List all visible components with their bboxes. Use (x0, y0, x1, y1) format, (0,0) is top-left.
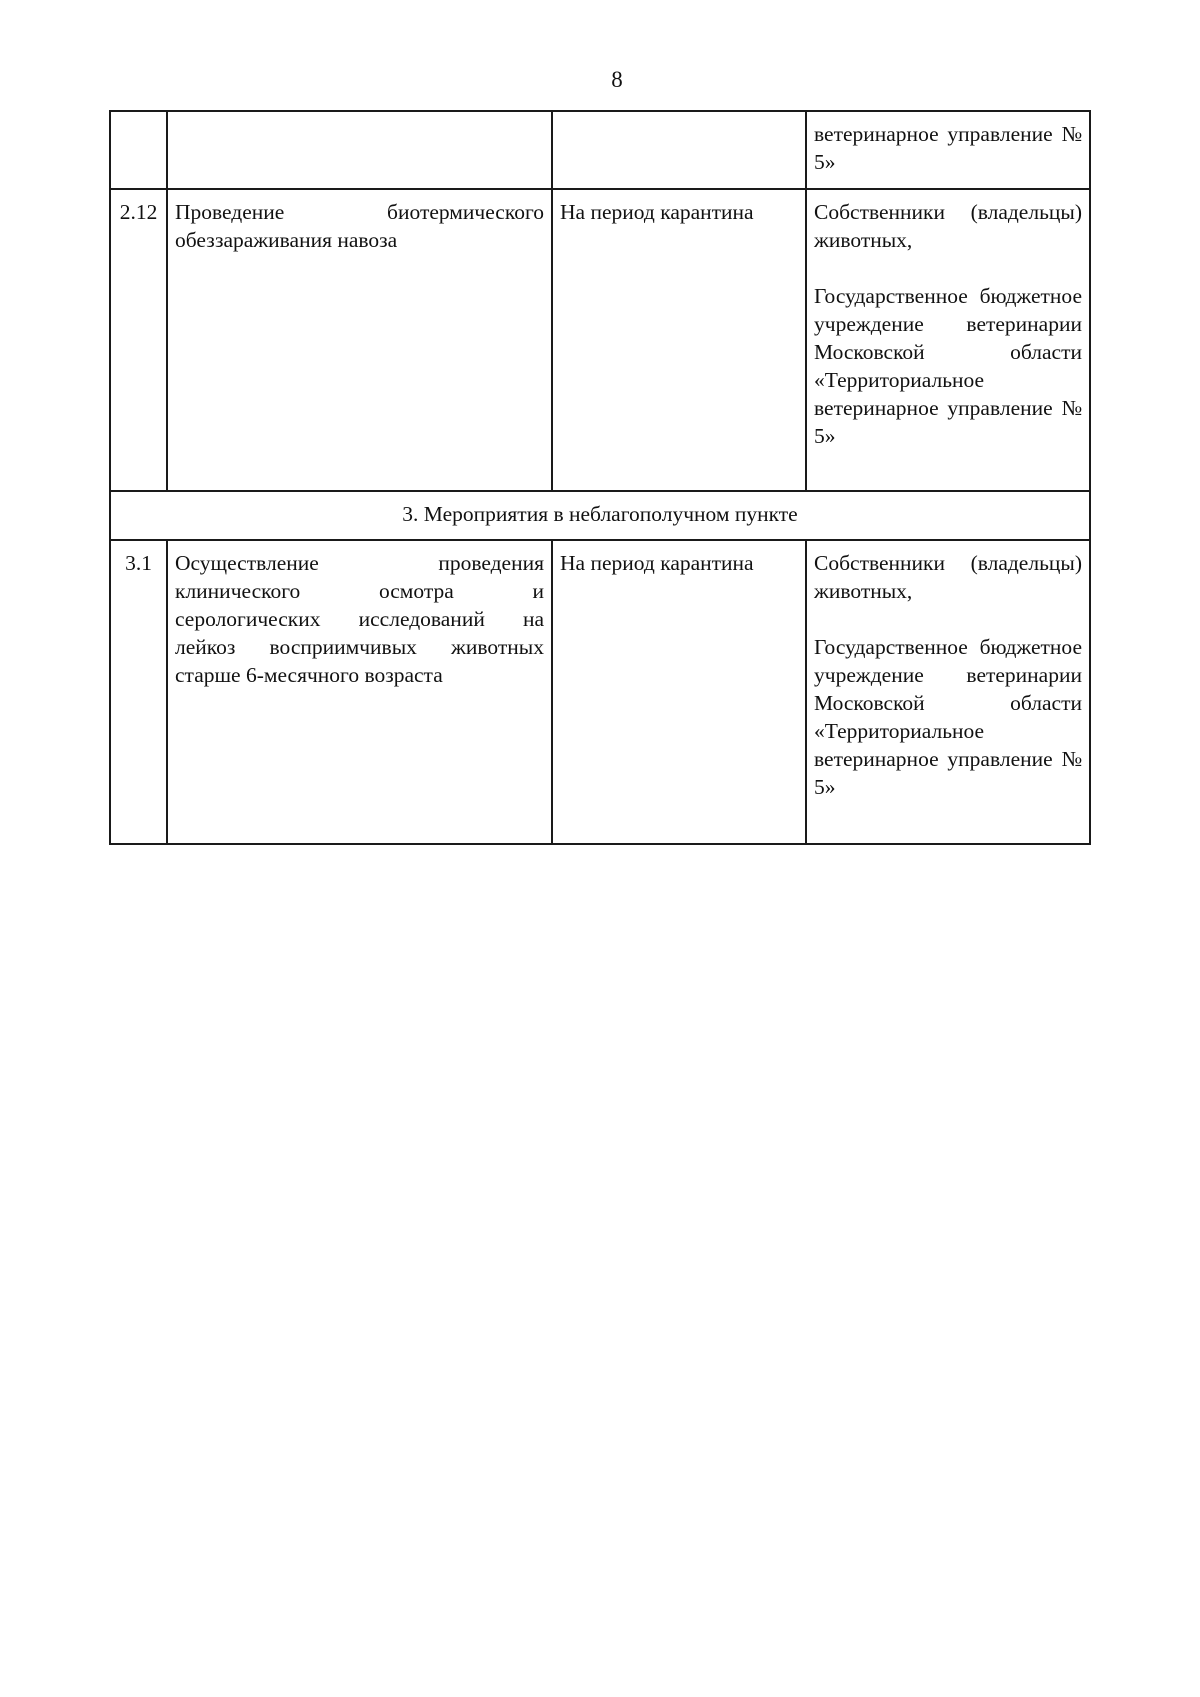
row-number-cell: 3.1 (110, 540, 167, 844)
table-row (110, 540, 1090, 844)
row-number-cell (110, 111, 167, 189)
action-cell (167, 111, 552, 189)
responsible-cell (806, 111, 1090, 189)
responsible-cell (806, 540, 1090, 844)
action-cell: Осуществление проведения клинического осмотра и серологических исследований на лейкоз восприимчивых животных старше 6-месячного возраста (167, 540, 552, 844)
period-cell: На период карантина (552, 189, 806, 491)
period-cell (552, 111, 806, 189)
responsible-text: ветеринарное управление № 5» (814, 122, 1082, 174)
responsible-owners-text: Собственники (владельцы) животных, (814, 200, 1082, 252)
section-title: 3. Мероприятия в неблагополучном пункте (110, 491, 1090, 540)
responsible-agency-text: Государственное бюджетное учреждение ветеринарии Московской области «Территориальное ветеринарное управление № 5» (814, 284, 1082, 448)
row-number-cell: 2.12 (110, 189, 167, 491)
table-row (110, 111, 1090, 189)
period-cell: На период карантина (552, 540, 806, 844)
action-cell: Проведение биотермического обеззараживания навоза (167, 189, 552, 491)
section-header-row (110, 491, 1090, 540)
measures-table (109, 110, 1091, 845)
responsible-owners-text: Собственники (владельцы) животных, (814, 551, 1082, 603)
responsible-agency-text: Государственное бюджетное учреждение ветеринарии Московской области «Территориальное ветеринарное управление № 5» (814, 635, 1082, 799)
responsible-cell (806, 189, 1090, 491)
page-number: 8 (611, 67, 623, 92)
table-row (110, 189, 1090, 491)
